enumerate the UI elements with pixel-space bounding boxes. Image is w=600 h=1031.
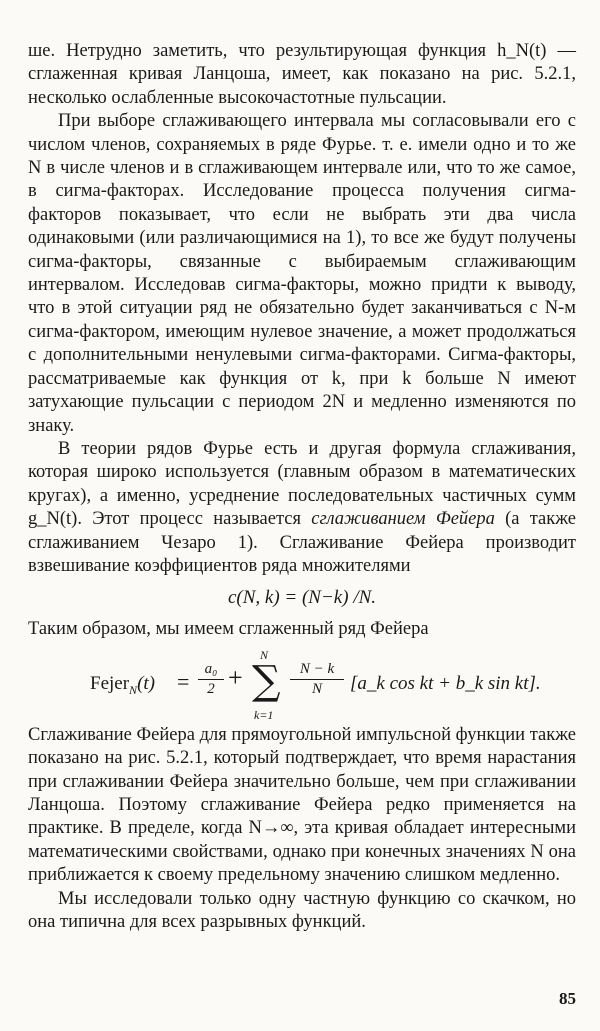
formula-equals: = <box>177 668 190 694</box>
text-block <box>28 40 576 934</box>
paragraph-3-text-a: В теории рядов Фурье есть и другая формула сглаживания, которая широко используется (главным образом в математических кругах), а именно, усреднение последовательных частичных сумм g_N(t). Этот процесс называется <box>28 438 576 530</box>
paragraph-2: При выборе сглаживающего интервала мы согласовывали его с числом членов, сохраняемых в ряде Фурье. т. е. имели одно и то же N в числе членов и в сглаживающем интервале или, что то же самое, в сигма-факторах. Исследование процесса получения сигма-факторов показывает, что если не выбрать эти два числа одинаковыми (или различающимися на 1), то все же будут получены сигма-факторы, связанные с выбираемым сглаживающим интервалом. Исследовав сигма-факторы, можно придти к выводу, что в этой ситуации ряд не обязательно будет заканчиваться с N-м сигма-фактором, имеющим нулевое значение, а может продолжаться с дополнительными ненулевыми сигма-факторами. Сигма-факторы, рассматриваемые как функция от k, при k больше N имеют затухающие пульсации с периодом 2N и медленно изменяются по знаку. <box>28 111 576 436</box>
formula-lhs-argument: (t) <box>137 672 155 694</box>
sum-upper-limit: N <box>260 647 269 662</box>
paragraph-6: Мы исследовали только одну частную функцию со скачком, но она типична для всех разрывных функций. <box>28 888 576 932</box>
fejer-weight-formula: c(N, k) = (N−k) /N. <box>227 587 377 609</box>
fraction-nk-denominator: N <box>311 680 322 697</box>
fraction-nk-bar <box>290 679 344 680</box>
paragraph-3 <box>28 438 576 578</box>
paragraph-5: Сглаживание Фейера для прямоугольной импульсной функции также показано на рис. 5.2.1, который подтверждает, что время нарастания при сглаживании Фейера значительно больше, чем при сглаживании Ланцоша. Поэтому сглаживание Фейера редко применяется на практике. В пределе, когда N→∞, эта кривая обладает интересными математическими свойствами, однако при конечных значениях N она приближается к своему предельному значению слишком медленно. <box>28 724 576 886</box>
formula-bracket-term: [a_k cos kt + b_k sin kt]. <box>350 672 541 694</box>
paragraph-4: Таким образом, мы имеем сглаженный ряд Фейера <box>28 619 429 640</box>
formula-fraction-nk <box>290 661 344 698</box>
fraction-a0-numerator: a₀ <box>204 660 218 677</box>
sum-sign: ∑ <box>252 657 281 704</box>
fejer-series-formula <box>28 646 576 720</box>
paragraph-3-text-b: (а также сглаживанием Чезаро 1). Сглаживание Фейера производит взвешивание коэффициентов ряда множителями <box>28 509 577 576</box>
formula-lhs-name: Fejer <box>90 672 130 694</box>
paragraph-1: ше. Нетрудно заметить, что результирующая функция h_N(t) — сглаженная кривая Ланцоша, имеет, как показано на рис. 5.2.1, несколько ослабленные высокочастотные пульсации. <box>28 41 576 108</box>
fraction-a0-bar <box>198 679 224 680</box>
formula-fraction-a0 <box>198 661 224 698</box>
sum-lower-limit: k=1 <box>254 707 274 722</box>
fraction-a0-denominator: 2 <box>207 680 215 697</box>
formula-lhs <box>90 672 155 702</box>
fraction-nk-numerator: N − k <box>299 660 335 677</box>
formula-lhs-subscript: N <box>129 682 138 697</box>
page-number: 85 <box>559 989 576 1008</box>
fejer-smoothing-term: сглаживанием Фейера <box>311 509 495 530</box>
formula-plus: + <box>228 662 243 692</box>
